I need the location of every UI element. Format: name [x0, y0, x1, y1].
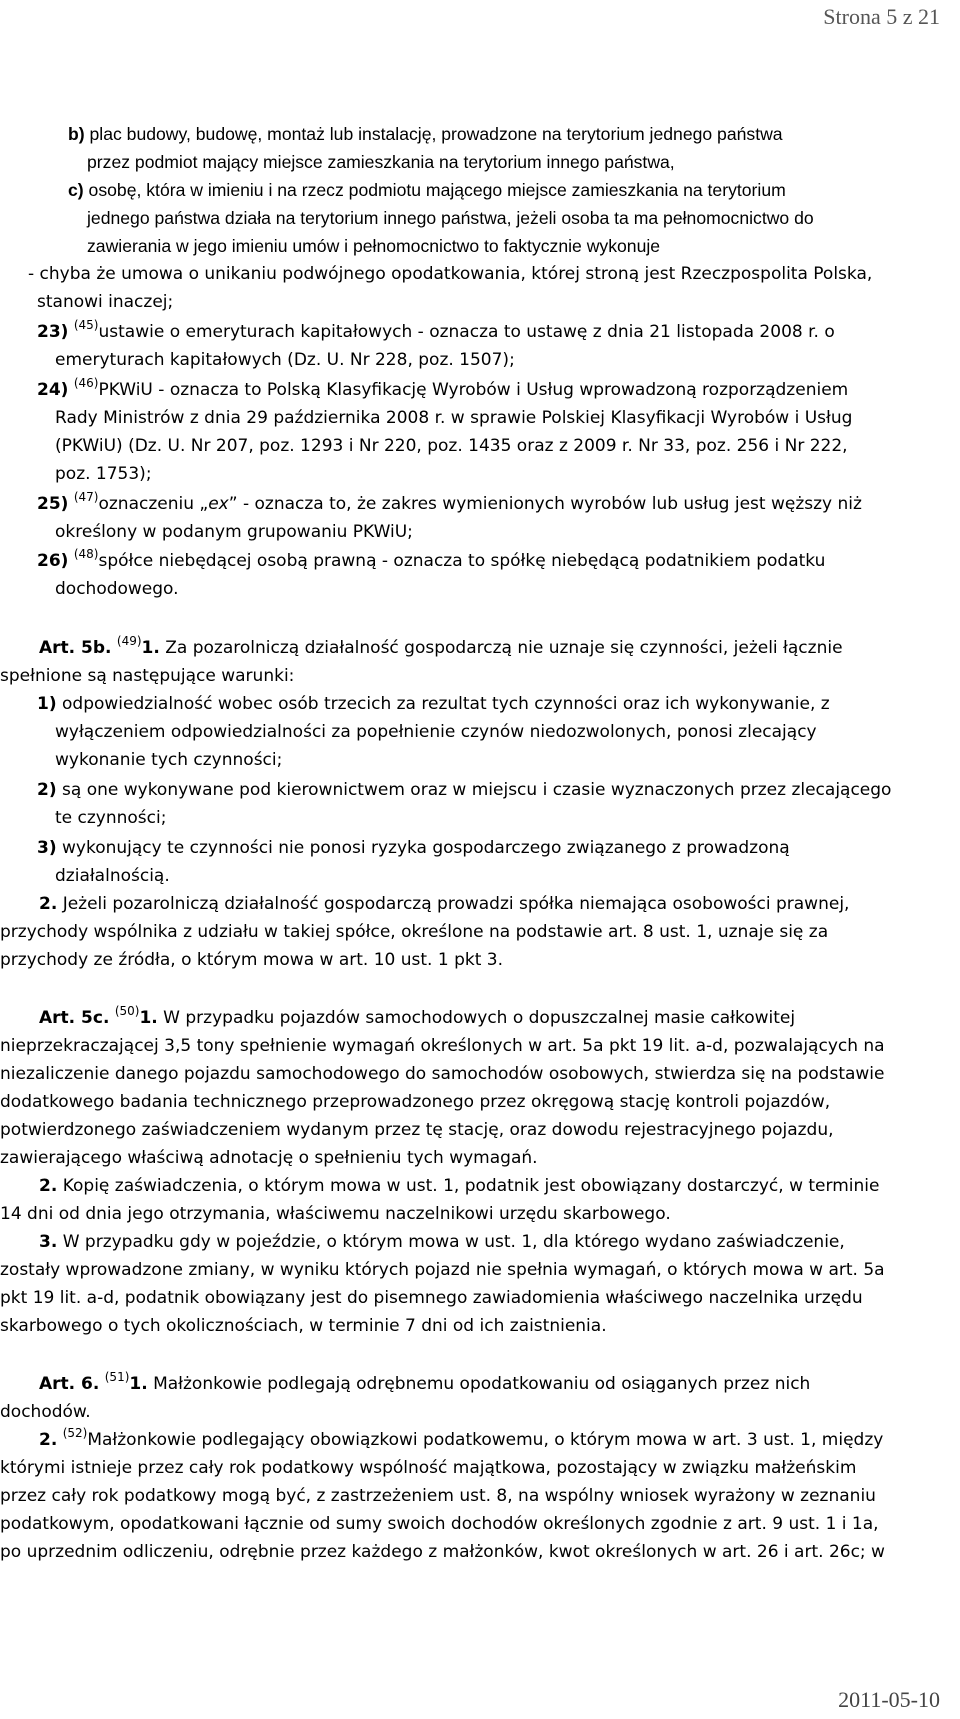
art-5c-ust-3-line-1: 3. W przypadku gdy w pojeździe, o którym mowa w ust. 1, dla którego wydano zaświadczenie,: [39, 1232, 845, 1252]
art-5b-point-2-line-1: 2) są one wykonywane pod kierownictwem oraz w miejscu i czasie wyznaczonych przez zlecającego: [37, 780, 892, 800]
item-26-label: 26): [37, 551, 69, 571]
item-c-line-1: c) osobę, która w imieniu i na rzecz podmiotu mającego miejsce zamieszkania na terytorium: [68, 180, 786, 200]
art-5b-line-1: Art. 5b. $^{(49)}$1. Za pozarolniczą działalność gospodarczą nie uznaje się czynności, jeżeli łącznie: [39, 634, 843, 658]
footnote-ref-51: (51): [104, 1370, 130, 1384]
art-5b-point-2-line-2: te czynności;: [55, 808, 167, 828]
art-5c-line-2: nieprzekraczającej 3,5 tony spełnienie wymagań określonych w art. 5a pkt 19 lit. a-d, pozwalających na: [0, 1036, 885, 1056]
footnote-ref-52: (52): [62, 1426, 88, 1440]
art-5b-point-1-line-1: 1) odpowiedzialność wobec osób trzecich za rezultat tych czynności oraz ich wykonywanie, z: [37, 694, 830, 714]
item-24-line-4: poz. 1753);: [55, 464, 152, 484]
item-23-line-1: 23) $^{(45)}$ustawie o emeryturach kapitałowych - oznacza to ustawę z dnia 21 listopada 2008 r. o: [37, 318, 835, 342]
art-5c-heading: Art. 5c.: [39, 1008, 110, 1028]
item-c-line-3: zawierania w jego imieniu umów i pełnomocnictwo to faktycznie wykonuje: [87, 236, 661, 256]
item-b-label: b): [68, 124, 85, 144]
art-5c-line-6: zawierającego właściwą adnotację o spełnieniu tych wymagań.: [0, 1148, 538, 1168]
art-5c-line-1: Art. 5c. $^{(50)}$1. W przypadku pojazdów samochodowych o dopuszczalnej masie całkowitej: [39, 1004, 796, 1028]
item-25-line-2: określony w podanym grupowaniu PKWiU;: [55, 522, 413, 542]
item-25-line-1: 25) $^{(47)}$oznaczeniu „ex” - oznacza to, że zakres wymienionych wyrobów lub usług jest węższy niż: [37, 490, 862, 514]
art-5b-heading: Art. 5b.: [39, 638, 112, 658]
art-6-ust-2-line-2: którymi istnieje przez cały rok podatkowy wspólność majątkowa, pozostający w związku małżeńskim: [0, 1458, 857, 1478]
footnote-ref-46: (46): [73, 376, 99, 390]
art-6-ust-2-line-4: podatkowym, opodatkowani łącznie od sumy swoich dochodów określonych zgodnie z art. 9 ust. 1 i 1a,: [0, 1514, 879, 1534]
art-6-line-1: Art. 6. $^{(51)}$1. Małżonkowie podlegają odrębnemu opodatkowaniu od osiąganych przez nich: [39, 1370, 811, 1394]
chyba-line-1: - chyba że umowa o unikaniu podwójnego opodatkowania, której stroną jest Rzeczpospolita Polska,: [28, 264, 873, 284]
item-23-line-2: emeryturach kapitałowych (Dz. U. Nr 228, poz. 1507);: [55, 350, 515, 370]
art-5b-point-3-line-2: działalnością.: [55, 866, 170, 886]
art-5c-ust-2-line-2: 14 dni od dnia jego otrzymania, właściwemu naczelnikowi urzędu skarbowego.: [0, 1204, 671, 1224]
item-26-line-2: dochodowego.: [55, 579, 179, 599]
art-5c-ust-3-line-4: skarbowego o tych okolicznościach, w terminie 7 dni od ich zaistnienia.: [0, 1316, 607, 1336]
footnote-ref-50: (50): [114, 1004, 140, 1018]
item-c-line-2: jednego państwa działa na terytorium innego państwa, jeżeli osoba ta ma pełnomocnictwo do: [87, 208, 814, 228]
ex-term: ex: [208, 494, 229, 514]
item-24-line-1: 24) $^{(46)}$PKWiU - oznacza to Polską Klasyfikację Wyrobów i Usług wprowadzoną rozporządzeniem: [37, 376, 849, 400]
item-c-label: c): [68, 180, 84, 200]
item-25-label: 25): [37, 494, 69, 514]
item-b-line-2: przez podmiot mający miejsce zamieszkania na terytorium innego państwa,: [87, 152, 675, 172]
art-6-heading: Art. 6.: [39, 1374, 100, 1394]
footer-date: 2011-05-10: [838, 1687, 940, 1712]
art-5b-ust-2-line-3: przychody ze źródła, o którym mowa w art. 10 ust. 1 pkt 3.: [0, 950, 504, 970]
art-5b-ust-2-line-1: 2. Jeżeli pozarolniczą działalność gospodarczą prowadzi spółka niemająca osobowości prawnej,: [39, 894, 850, 914]
art-5c-ust-2-line-1: 2. Kopię zaświadczenia, o którym mowa w ust. 1, podatnik jest obowiązany dostarczyć, w terminie: [39, 1176, 880, 1196]
item-b-line-1: b) plac budowy, budowę, montaż lub instalację, prowadzone na terytorium jednego państwa: [68, 124, 783, 144]
chyba-line-2: stanowi inaczej;: [37, 292, 174, 312]
art-5b-point-1-line-3: wykonanie tych czynności;: [55, 750, 283, 770]
art-5b-line-2: spełnione są następujące warunki:: [0, 666, 295, 686]
art-6-line-2: dochodów.: [0, 1402, 91, 1422]
footnote-ref-49: (49): [116, 634, 142, 648]
art-5c-line-4: dodatkowego badania technicznego przeprowadzonego przez okręgową stację kontroli pojazdów,: [0, 1092, 831, 1112]
page-number: Strona 5 z 21: [823, 4, 940, 29]
art-6-ust-2-line-5: po uprzednim odliczeniu, odrębnie przez każdego z małżonków, kwot określonych w art. 26 i art. 26c; w: [0, 1542, 885, 1562]
footnote-ref-48: (48): [73, 547, 99, 561]
art-5c-line-3: niezaliczenie danego pojazdu samochodowego do samochodów osobowych, stwierdza się na podstawie: [0, 1064, 885, 1084]
art-5c-ust-3-line-3: pkt 19 lit. a-d, podatnik obowiązany jest do pisemnego zawiadomienia właściwego naczelnika urzędu: [0, 1288, 863, 1308]
art-5c-line-5: potwierdzonego zaświadczeniem wydanym przez tę stację, oraz dowodu rejestracyjnego pojazdu,: [0, 1120, 834, 1140]
item-26-line-1: 26) $^{(48)}$spółce niebędącej osobą prawną - oznacza to spółkę niebędącą podatnikiem podatku: [37, 547, 826, 571]
art-6-ust-2-line-1: 2. $^{(52)}$Małżonkowie podlegający obowiązkowi podatkowemu, o którym mowa w art. 3 ust. 1, między: [39, 1426, 884, 1450]
art-5c-ust-3-line-2: zostały wprowadzone zmiany, w wyniku których pojazd nie spełnia wymagań, o których mowa w art. 5a: [0, 1260, 885, 1280]
art-5b-point-1-line-2: wyłączeniem odpowiedzialności za popełnienie czynów niedozwolonych, ponosi zlecający: [55, 722, 817, 742]
item-24-label: 24): [37, 380, 69, 400]
item-23-label: 23): [37, 322, 69, 342]
art-5b-point-3-line-1: 3) wykonujący te czynności nie ponosi ryzyka gospodarczego związanego z prowadzoną: [37, 838, 790, 858]
item-24-line-3: (PKWiU) (Dz. U. Nr 207, poz. 1293 i Nr 220, poz. 1435 oraz z 2009 r. Nr 33, poz. 256 i Nr 222,: [55, 436, 848, 456]
footnote-ref-47: (47): [73, 490, 99, 504]
art-5b-ust-2-line-2: przychody wspólnika z udziału w takiej spółce, określone na podstawie art. 8 ust. 1, uznaje się za: [0, 922, 829, 942]
art-6-ust-2-line-3: przez cały rok podatkowy mogą być, z zastrzeżeniem ust. 8, na wspólny wniosek wyrażony w zeznaniu: [0, 1486, 876, 1506]
item-24-line-2: Rady Ministrów z dnia 29 października 2008 r. w sprawie Polskiej Klasyfikacji Wyrobów i Usług: [55, 408, 853, 428]
footnote-ref-45: (45): [73, 318, 99, 332]
